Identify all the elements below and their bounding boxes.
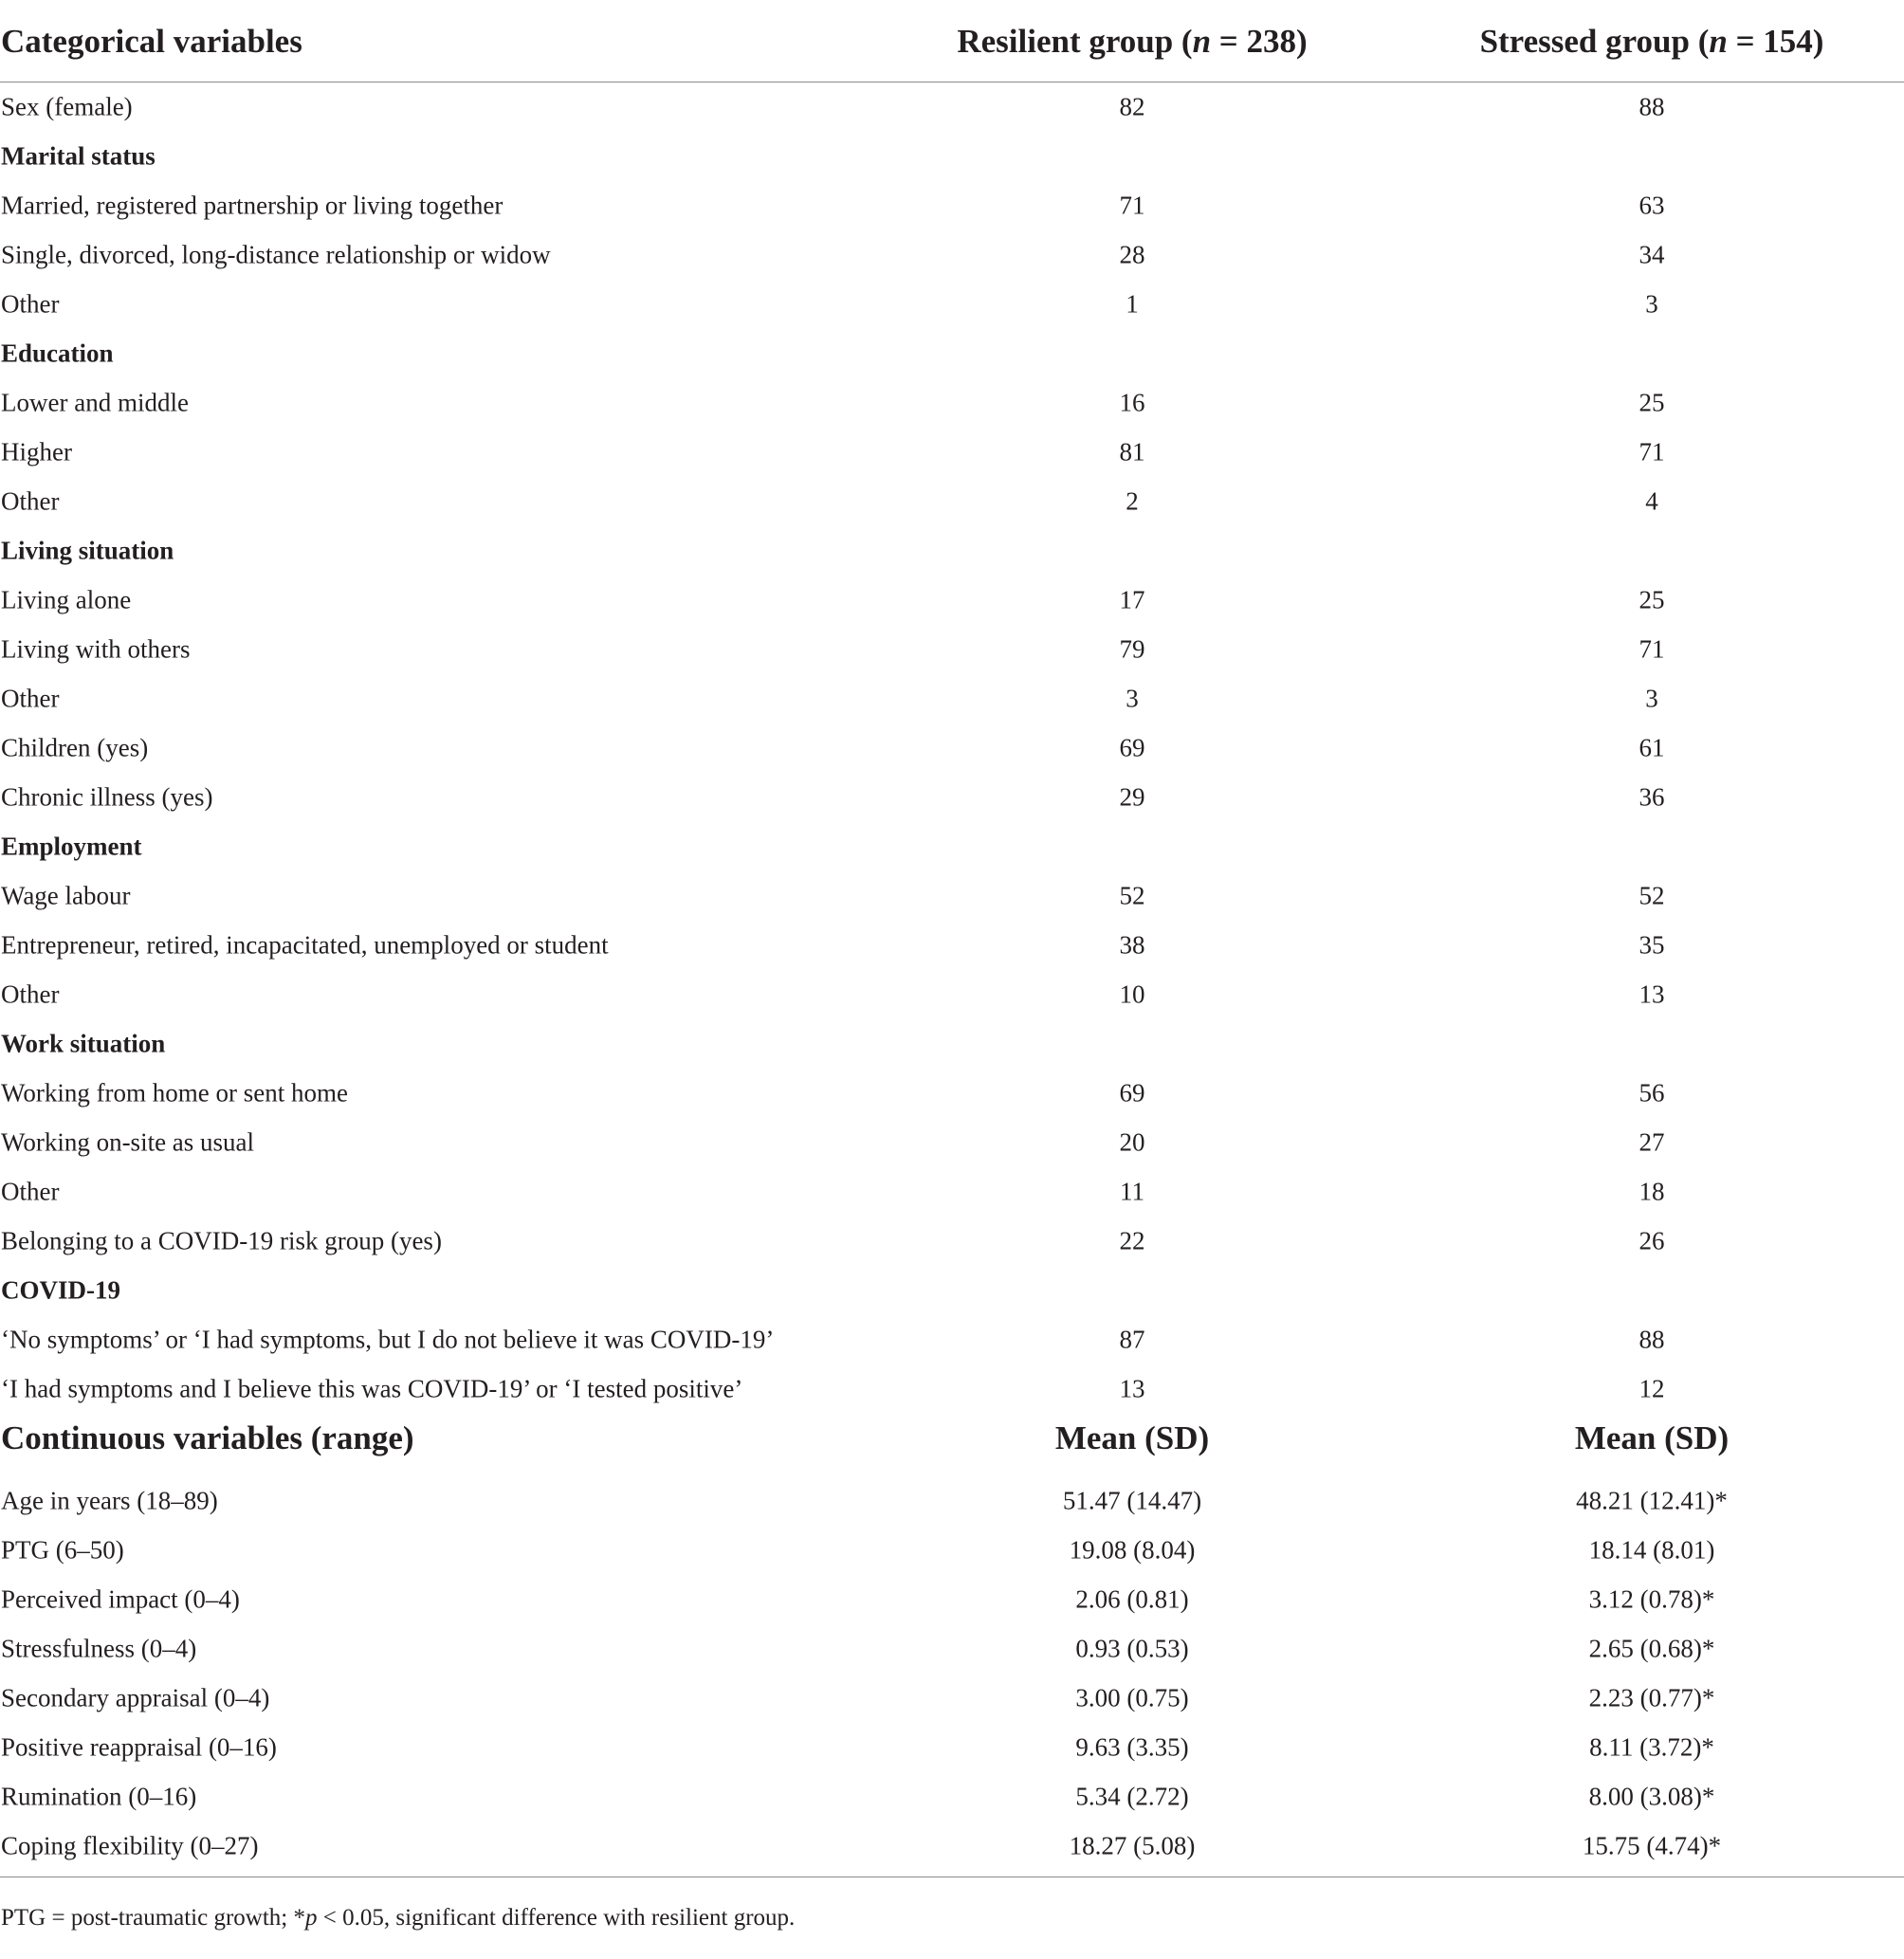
cell-resilient: 87 [1119, 1325, 1145, 1354]
cell-stressed: 2.23 (0.77)* [1588, 1683, 1715, 1712]
table-row [0, 1217, 1904, 1266]
table-row [0, 428, 1904, 477]
row-label: Living alone [1, 585, 132, 614]
header-resilient-group: Resilient group (n = 238) [957, 23, 1308, 60]
row-label: Working on-site as usual [1, 1127, 255, 1157]
section-row [0, 526, 1904, 576]
table-row [0, 477, 1904, 526]
table-row [0, 1624, 1904, 1674]
section-row [0, 1266, 1904, 1315]
cell-resilient: 51.47 (14.47) [1062, 1486, 1202, 1515]
row-label: Entrepreneur, retired, incapacitated, unemployed or student [1, 930, 609, 960]
cell-stressed: 61 [1639, 733, 1665, 762]
row-label: Other [1, 486, 60, 516]
cell-stressed: 35 [1639, 930, 1665, 960]
row-label: COVID-19 [1, 1275, 120, 1305]
section-row [0, 1019, 1904, 1069]
table-row [0, 1723, 1904, 1772]
table-row [0, 921, 1904, 970]
continuous-body [0, 1476, 1904, 1877]
cell-resilient: 2.06 (0.81) [1075, 1584, 1189, 1614]
cell-stressed: 52 [1639, 881, 1665, 910]
row-label: Other [1, 684, 60, 713]
table-row [0, 1476, 1904, 1526]
cell-stressed: 3 [1645, 289, 1658, 319]
row-label: Sex (female) [1, 92, 133, 121]
cell-resilient: 0.93 (0.53) [1075, 1634, 1189, 1663]
cell-resilient: 82 [1119, 92, 1145, 121]
row-label: Other [1, 289, 60, 319]
table-row [0, 1167, 1904, 1217]
table-row [0, 280, 1904, 329]
cell-stressed: 56 [1639, 1078, 1665, 1108]
row-label: Single, divorced, long-distance relationship or widow [1, 240, 551, 269]
cell-resilient: 3.00 (0.75) [1075, 1683, 1189, 1712]
cell-resilient: 38 [1119, 930, 1145, 960]
table-row [0, 723, 1904, 773]
cell-stressed: 34 [1639, 240, 1665, 269]
cell-resilient: 16 [1119, 388, 1145, 417]
cell-resilient: 81 [1119, 437, 1145, 467]
cell-stressed: 18.14 (8.01) [1588, 1535, 1715, 1565]
cell-resilient: 52 [1119, 881, 1145, 910]
row-label: Coping flexibility (0–27) [1, 1831, 259, 1860]
cell-resilient: 11 [1120, 1177, 1144, 1206]
table-row [0, 1364, 1904, 1414]
row-label: Belonging to a COVID-19 risk group (yes) [1, 1226, 442, 1255]
cell-stressed: 15.75 (4.74)* [1582, 1831, 1722, 1860]
row-label: PTG (6–50) [1, 1535, 124, 1565]
header-mean-sd-stressed: Mean (SD) [1574, 1419, 1730, 1456]
cell-stressed: 36 [1639, 782, 1665, 812]
cell-resilient: 2 [1126, 486, 1139, 516]
continuous-header [0, 1414, 1904, 1463]
cell-resilient: 71 [1119, 191, 1145, 220]
cell-resilient: 18.27 (5.08) [1069, 1831, 1196, 1860]
row-label: Education [1, 339, 114, 368]
header-continuous-variables: Continuous variables (range) [1, 1419, 414, 1456]
cell-resilient: 3 [1126, 684, 1139, 713]
cell-stressed: 71 [1639, 634, 1665, 664]
row-label: Rumination (0–16) [1, 1782, 197, 1811]
table-row [0, 970, 1904, 1019]
row-label: Work situation [1, 1029, 166, 1058]
row-label: Wage labour [1, 881, 131, 910]
cell-resilient: 20 [1119, 1127, 1145, 1157]
row-label: Age in years (18–89) [1, 1486, 218, 1515]
cell-stressed: 8.11 (3.72)* [1589, 1732, 1714, 1762]
row-label: Children (yes) [1, 733, 149, 762]
table-row [0, 82, 1904, 132]
cell-resilient: 69 [1119, 733, 1145, 762]
section-row [0, 329, 1904, 378]
table-row [0, 1118, 1904, 1167]
table-row [0, 1822, 1904, 1871]
table-row [0, 181, 1904, 230]
cell-resilient: 79 [1119, 634, 1145, 664]
row-label: Employment [1, 832, 142, 861]
row-label: Secondary appraisal (0–4) [1, 1683, 270, 1712]
row-label: Perceived impact (0–4) [1, 1584, 240, 1614]
cell-stressed: 8.00 (3.08)* [1588, 1782, 1715, 1811]
table-row [0, 1575, 1904, 1624]
table-row [0, 871, 1904, 921]
section-row [0, 132, 1904, 181]
row-label: Living situation [1, 536, 174, 565]
cell-resilient: 69 [1119, 1078, 1145, 1108]
cell-resilient: 9.63 (3.35) [1075, 1732, 1189, 1762]
row-label: Living with others [1, 634, 191, 664]
table-row [0, 378, 1904, 428]
table-row [0, 1772, 1904, 1822]
cell-stressed: 71 [1639, 437, 1665, 467]
row-label: Higher [1, 437, 72, 467]
cell-stressed: 48.21 (12.41)* [1576, 1486, 1728, 1515]
row-label: Lower and middle [1, 388, 189, 417]
table-row [0, 1069, 1904, 1118]
row-label: Stressfulness (0–4) [1, 1634, 197, 1663]
row-label: Chronic illness (yes) [1, 782, 213, 812]
cell-stressed: 25 [1639, 388, 1665, 417]
cell-resilient: 22 [1119, 1226, 1145, 1255]
table-row [0, 1526, 1904, 1575]
cell-resilient: 28 [1119, 240, 1145, 269]
cell-resilient: 13 [1119, 1374, 1145, 1403]
row-label: Working from home or sent home [1, 1078, 349, 1108]
header-categorical-variables: Categorical variables [1, 23, 302, 60]
table-row [0, 625, 1904, 674]
cell-resilient: 1 [1126, 289, 1139, 319]
cell-resilient: 5.34 (2.72) [1075, 1782, 1189, 1811]
cell-resilient: 10 [1119, 980, 1145, 1009]
cell-stressed: 27 [1639, 1127, 1665, 1157]
cell-resilient: 17 [1119, 585, 1145, 614]
cell-stressed: 63 [1639, 191, 1665, 220]
table-row [0, 1315, 1904, 1364]
header-stressed-group: Stressed group (n = 154) [1479, 23, 1824, 60]
cell-stressed: 88 [1639, 92, 1665, 121]
cell-stressed: 4 [1645, 486, 1658, 516]
cell-stressed: 26 [1639, 1226, 1665, 1255]
cell-stressed: 3.12 (0.78)* [1588, 1584, 1715, 1614]
row-label: ‘No symptoms’ or ‘I had symptoms, but I do not believe it was COVID-19’ [1, 1325, 775, 1354]
table-header [0, 0, 1904, 82]
row-label: Married, registered partnership or living together [1, 191, 503, 220]
cell-resilient: 29 [1119, 782, 1145, 812]
row-label: Other [1, 980, 60, 1009]
table-row [0, 230, 1904, 280]
cell-stressed: 12 [1639, 1374, 1665, 1403]
row-label: Positive reappraisal (0–16) [1, 1732, 277, 1762]
table-footnote: PTG = post-traumatic growth; *p < 0.05, significant difference with resilient group. [1, 1905, 796, 1931]
table-row [0, 674, 1904, 723]
row-label: Other [1, 1177, 60, 1206]
cell-stressed: 3 [1645, 684, 1658, 713]
cell-stressed: 2.65 (0.68)* [1588, 1634, 1715, 1663]
header-mean-sd-resilient: Mean (SD) [1054, 1419, 1210, 1456]
cell-stressed: 88 [1639, 1325, 1665, 1354]
cell-resilient: 19.08 (8.04) [1069, 1535, 1196, 1565]
cell-stressed: 25 [1639, 585, 1665, 614]
categorical-body [0, 82, 1904, 1414]
table-row [0, 1674, 1904, 1723]
section-row [0, 822, 1904, 871]
row-label: ‘I had symptoms and I believe this was COVID-19’ or ‘I tested positive’ [1, 1374, 743, 1403]
cell-stressed: 13 [1639, 980, 1665, 1009]
cell-stressed: 18 [1639, 1177, 1665, 1206]
row-label: Marital status [1, 141, 156, 171]
table-row [0, 773, 1904, 822]
table-row [0, 576, 1904, 625]
